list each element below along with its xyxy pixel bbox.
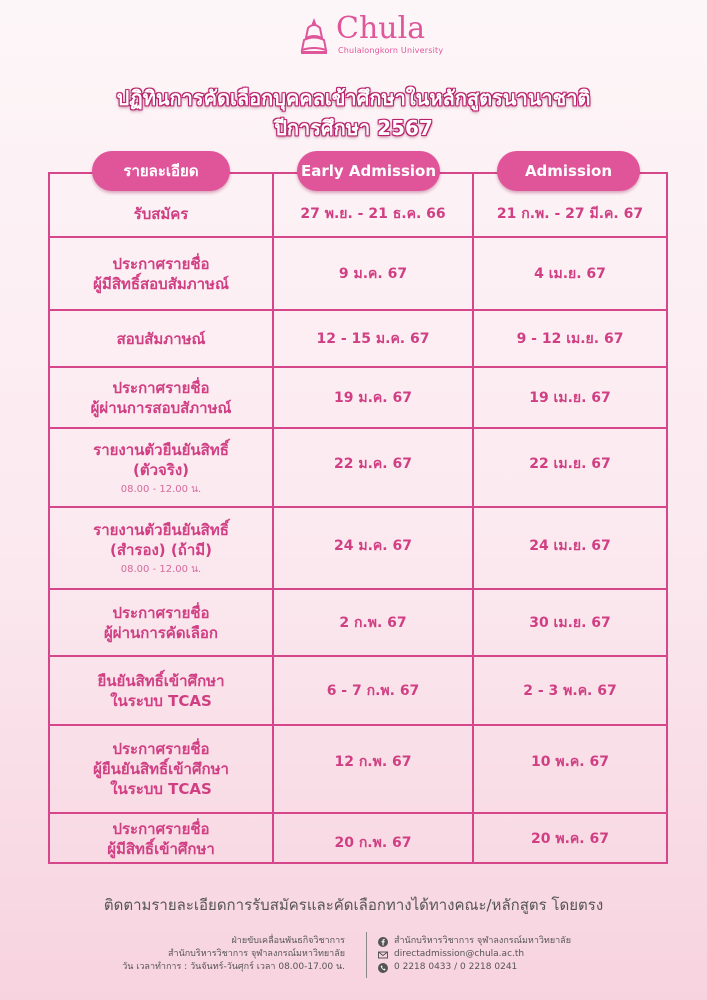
- row-early-date: 22 ม.ค. 67: [334, 456, 412, 472]
- row-admission-date: 19 เม.ย. 67: [529, 389, 611, 406]
- facebook-link[interactable]: สำนักบริหารวิชาการ จุฬาลงกรณ์มหาวิทยาลัย: [394, 936, 571, 946]
- time-note: 08.00 - 12.00 น.: [120, 483, 202, 495]
- row-admission-date: 21 ก.พ. - 27 มี.ค. 67: [496, 206, 644, 222]
- row-detail: สอบสัมภาษณ์: [116, 329, 206, 348]
- email-icon: [378, 950, 388, 960]
- brand-name: Chula: [336, 11, 426, 46]
- header-detail: รายละเอียด: [92, 151, 230, 191]
- row-detail: ประกาศรายชื่อ ผู้ผ่านการคัดเลือก: [103, 603, 218, 642]
- brand-subtitle: Chulalongkorn University: [338, 46, 444, 55]
- footer-note: ติดตามรายละเอียดการรับสมัครและคัดเลือกทางได้ทางคณะ/หลักสูตร โดยตรง: [103, 896, 604, 914]
- page-title: ปฏิทินการคัดเลือกบุคคลเข้าศึกษาในหลักสูตรนานาชาติ: [116, 86, 591, 110]
- time-note: 08.00 - 12.00 น.: [120, 564, 202, 575]
- row-early-date: 6 - 7 ก.พ. 67: [326, 682, 420, 699]
- row-admission-date: 10 พ.ค. 67: [531, 754, 609, 770]
- row-detail: รายงานตัวยืนยันสิทธิ์ (สำรอง) (ถ้ามี) 08.00 - 12.00 น.: [93, 521, 229, 575]
- email-link[interactable]: directadmission@chula.ac.th: [394, 949, 525, 959]
- row-detail: ประกาศรายชื่อ ผู้ยืนยันสิทธิ์เข้าศึกษา ในระบบ TCAS: [93, 740, 229, 798]
- row-early-date: 24 ม.ค. 67: [334, 538, 412, 554]
- row-early-date: 12 ก.พ. 67: [334, 754, 412, 770]
- row-detail: ประกาศรายชื่อ ผู้ผ่านการสอบสัภาษณ์: [90, 378, 232, 417]
- row-admission-date: 2 - 3 พ.ค. 67: [523, 682, 617, 699]
- row-detail: ประกาศรายชื่อ ผู้มีสิทธิ์สอบสัมภาษณ์: [93, 254, 229, 293]
- row-admission-date: 30 เม.ย. 67: [529, 614, 611, 631]
- row-admission-date: 20 พ.ค. 67: [531, 831, 609, 847]
- row-early-date: 2 ก.พ. 67: [339, 614, 407, 631]
- phone-icon: [378, 963, 388, 973]
- phone-number[interactable]: 0 2218 0433 / 0 2218 0241: [394, 962, 518, 972]
- row-admission-date: 22 เม.ย. 67: [529, 456, 611, 472]
- row-admission-date: 9 - 12 เม.ย. 67: [516, 330, 624, 347]
- row-admission-date: 4 เม.ย. 67: [534, 265, 606, 282]
- row-detail: ประกาศรายชื่อ ผู้มีสิทธิ์เข้าศึกษา: [107, 820, 215, 858]
- header-admission: Admission: [497, 151, 640, 191]
- row-early-date: 12 - 15 ม.ค. 67: [316, 330, 430, 347]
- chula-logo: [0, 10, 707, 60]
- page-subtitle: ปีการศึกษา 2567: [274, 116, 433, 140]
- row-admission-date: 24 เม.ย. 67: [529, 538, 611, 554]
- contact-info: [378, 935, 571, 974]
- chula-emblem-icon: [298, 16, 330, 56]
- row-detail: รับสมัคร: [133, 205, 189, 223]
- office-info: ฝ่ายขับเคลื่อนพันธกิจวิชาการ สำนักบริหารวิชาการ จุฬาลงกรณ์มหาวิทยาลัย วัน เวลาทำการ : วันจันทร์-วันศุกร์ เวลา 08.00-17.00 น.: [122, 936, 345, 972]
- row-detail: รายงานตัวยืนยันสิทธิ์ (ตัวจริง) 08.00 - 12.00 น.: [93, 440, 229, 495]
- row-detail: ยืนยันสิทธิ์เข้าศึกษา ในระบบ TCAS: [97, 671, 225, 710]
- row-early-date: 19 ม.ค. 67: [334, 389, 412, 406]
- footer-divider: [366, 932, 367, 978]
- header-early-admission: Early Admission: [297, 151, 440, 191]
- row-early-date: 9 ม.ค. 67: [338, 265, 408, 282]
- row-early-date: 20 ก.พ. 67: [334, 835, 412, 851]
- row-early-date: 27 พ.ย. - 21 ธ.ค. 66: [300, 206, 446, 222]
- facebook-icon: [378, 937, 388, 947]
